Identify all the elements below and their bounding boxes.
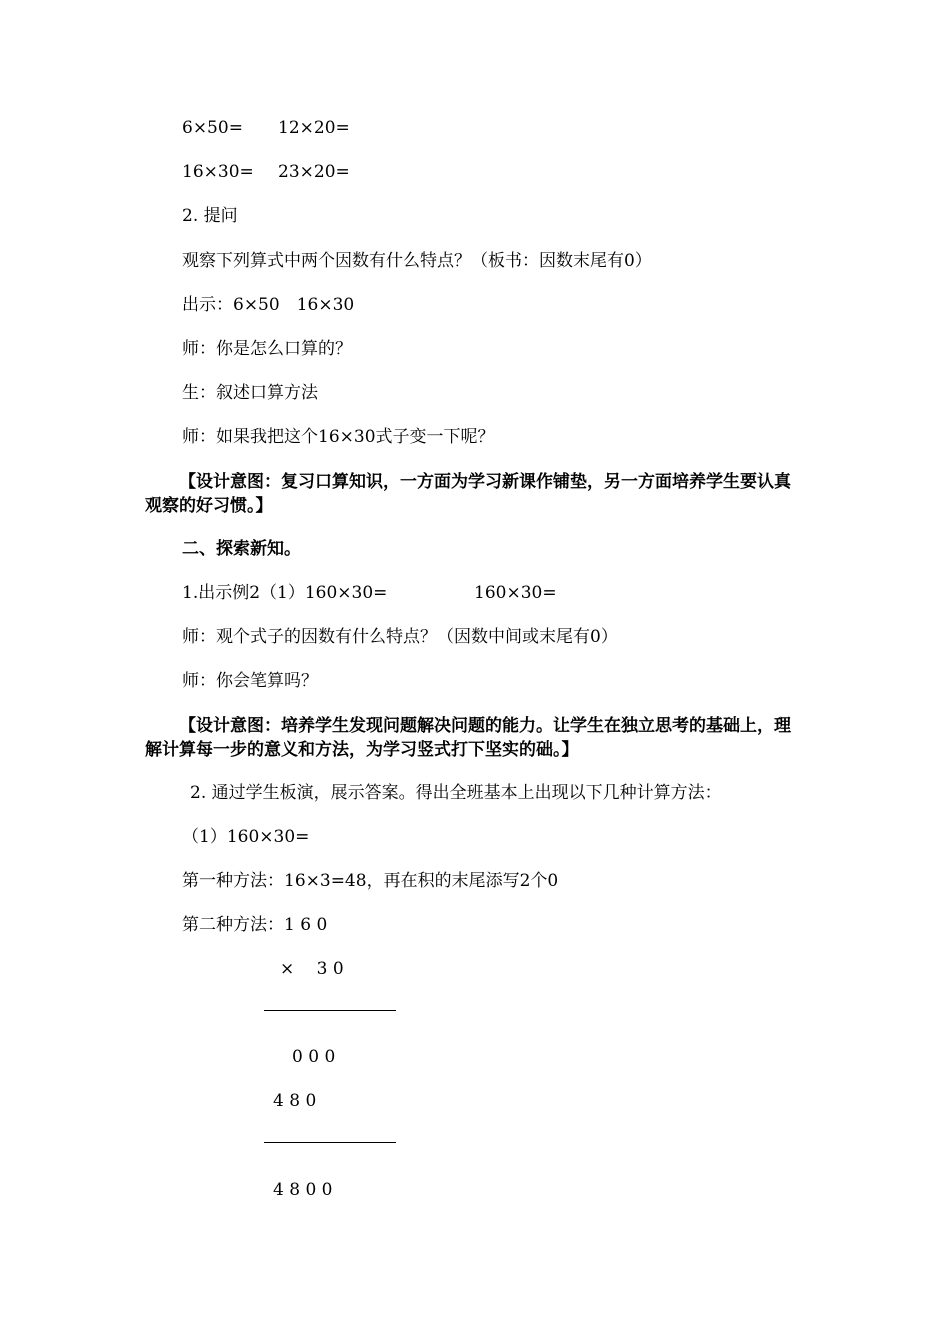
vertical-multiplier: × 3 0 xyxy=(280,959,344,979)
expr-6x50: 6×50= xyxy=(182,118,243,138)
design-intent-1: 【设计意图：复习口算知识，一方面为学习新课作铺垫，另一方面培养学生要认真观察的好习惯。】 xyxy=(145,472,791,516)
step-question: 2. 提问 xyxy=(182,206,238,226)
teacher-question-3: 师：观个式子的因数有什么特点？（因数中间或末尾有0） xyxy=(182,627,618,647)
vertical-rule-1 xyxy=(264,1010,396,1011)
student-answer: 生：叙述口算方法 xyxy=(182,383,318,403)
teacher-question-2: 师：如果我把这个16×30式子变一下呢？ xyxy=(182,427,495,447)
section-heading: 二、探索新知。 xyxy=(182,539,301,559)
vertical-rule-2 xyxy=(264,1142,396,1143)
show-text: 出示：6×50 16×30 xyxy=(182,295,355,315)
vertical-partial-2: 4 8 0 xyxy=(273,1091,317,1111)
expr-16x30: 16×30= xyxy=(182,162,254,182)
example-2-repeat: 160×30= xyxy=(474,583,557,603)
teacher-question-4: 师：你会笔算吗？ xyxy=(182,671,318,691)
expr-23x20: 23×20= xyxy=(278,162,350,182)
sub-problem: （1）160×30= xyxy=(182,827,310,847)
design-intent-2: 【设计意图：培养学生发现问题解决问题的能力。让学生在独立思考的基础上，理解计算每一步的意义和方法，为学习竖式打下坚实的础。】 xyxy=(145,716,791,760)
vertical-partial-1: 0 0 0 xyxy=(292,1047,336,1067)
step-board-demo: 2. 通过学生板演，展示答案。得出全班基本上出现以下几种计算方法： xyxy=(190,783,722,803)
method-two: 第二种方法：1 6 0 xyxy=(182,915,328,935)
method-one: 第一种方法：16×3=48，再在积的末尾添写2个0 xyxy=(182,871,559,891)
expr-12x20: 12×20= xyxy=(278,118,350,138)
observe-text: 观察下列算式中两个因数有什么特点？（板书：因数末尾有0） xyxy=(182,251,652,271)
teacher-question-1: 师：你是怎么口算的？ xyxy=(182,339,352,359)
example-2: 1.出示例2（1）160×30= xyxy=(182,583,388,603)
vertical-result: 4 8 0 0 xyxy=(273,1180,333,1200)
